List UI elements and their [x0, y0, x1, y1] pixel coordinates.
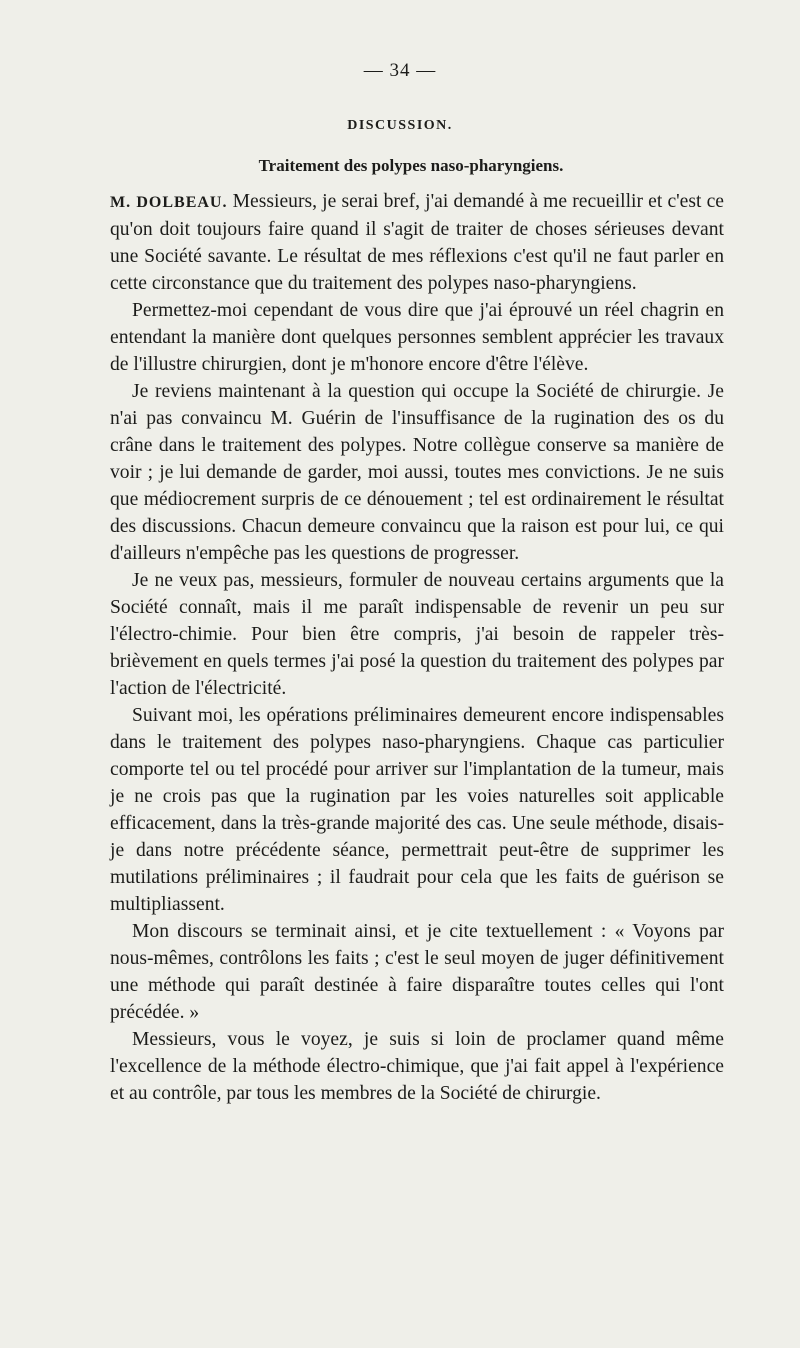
paragraph [110, 188, 724, 297]
page-number: — 34 — [363, 60, 437, 81]
paragraph: Suivant moi, les opérations préliminaires demeurent encore indispensables dans le traitement des polypes naso-pharyngiens. Chaque cas particulier comporte tel ou tel procédé pour arriver sur l'implantation de la tumeur, mais je ne crois pas que la rugination par les voies naturelles soit applicable efficacement, dans la très-grande majorité des cas. Une seule méthode, disais-je dans notre précédente séance, permettrait peut-être de supprimer les mutilations préliminaires ; il faudrait pour cela que les faits de guérison se multipliassent. [110, 705, 724, 915]
paragraph: Je ne veux pas, messieurs, formuler de nouveau certains arguments que la Société connaît, mais il me paraît indispensable de revenir un peu sur l'électro-chimie. Pour bien être compris, j'ai besoin de rappeler très-brièvement en quels termes j'ai posé la question du traitement des polypes par l'action de l'électricité. [110, 570, 724, 699]
paragraph: Permettez-moi cependant de vous dire que j'ai éprouvé un réel chagrin en entendant la manière dont quelques personnes semblent apprécier les travaux de l'illustre chirurgien, dont je m'honore encore d'être l'élève. [110, 300, 724, 375]
paragraph: Messieurs, vous le voyez, je suis si loin de proclamer quand même l'excellence de la méthode électro-chimique, que j'ai fait appel à l'expérience et au contrôle, par tous les membres de la Société de chirurgie. [110, 1029, 724, 1104]
section-title: DISCUSSION. [347, 118, 453, 133]
subject-title: Traitement des polypes naso-pharyngiens. [258, 156, 564, 175]
paragraph-text: Messieurs, je serai bref, j'ai demandé à me recueillir et c'est ce qu'on doit toujours faire quand il s'agit de traiter de choses sérieuses devant une Société savante. Le résultat de mes réflexions c'est qu'il ne faut parler en cette circonstance que du traitement des polypes naso-pharyngiens. [110, 191, 724, 294]
body-text [110, 188, 724, 1107]
speaker-name: M. DOLBEAU. [110, 194, 228, 211]
paragraph: Je reviens maintenant à la question qui occupe la Société de chirurgie. Je n'ai pas convaincu M. Guérin de l'insuffisance de la rugination des os du crâne dans le traitement des polypes. Notre collègue conserve sa manière de voir ; je lui demande de garder, moi aussi, toutes mes convictions. Je ne suis que médiocrement surpris de ce dénouement ; tel est ordinairement le résultat des discussions. Chacun demeure convaincu que la raison est pour lui, ce qui d'ailleurs n'empêche pas les questions de progresser. [110, 381, 724, 564]
paragraph: Mon discours se terminait ainsi, et je cite textuellement : « Voyons par nous-mêmes, contrôlons les faits ; c'est le seul moyen de juger définitivement une méthode qui paraît destinée à faire disparaître toutes celles qui l'ont précédée. » [110, 921, 724, 1023]
